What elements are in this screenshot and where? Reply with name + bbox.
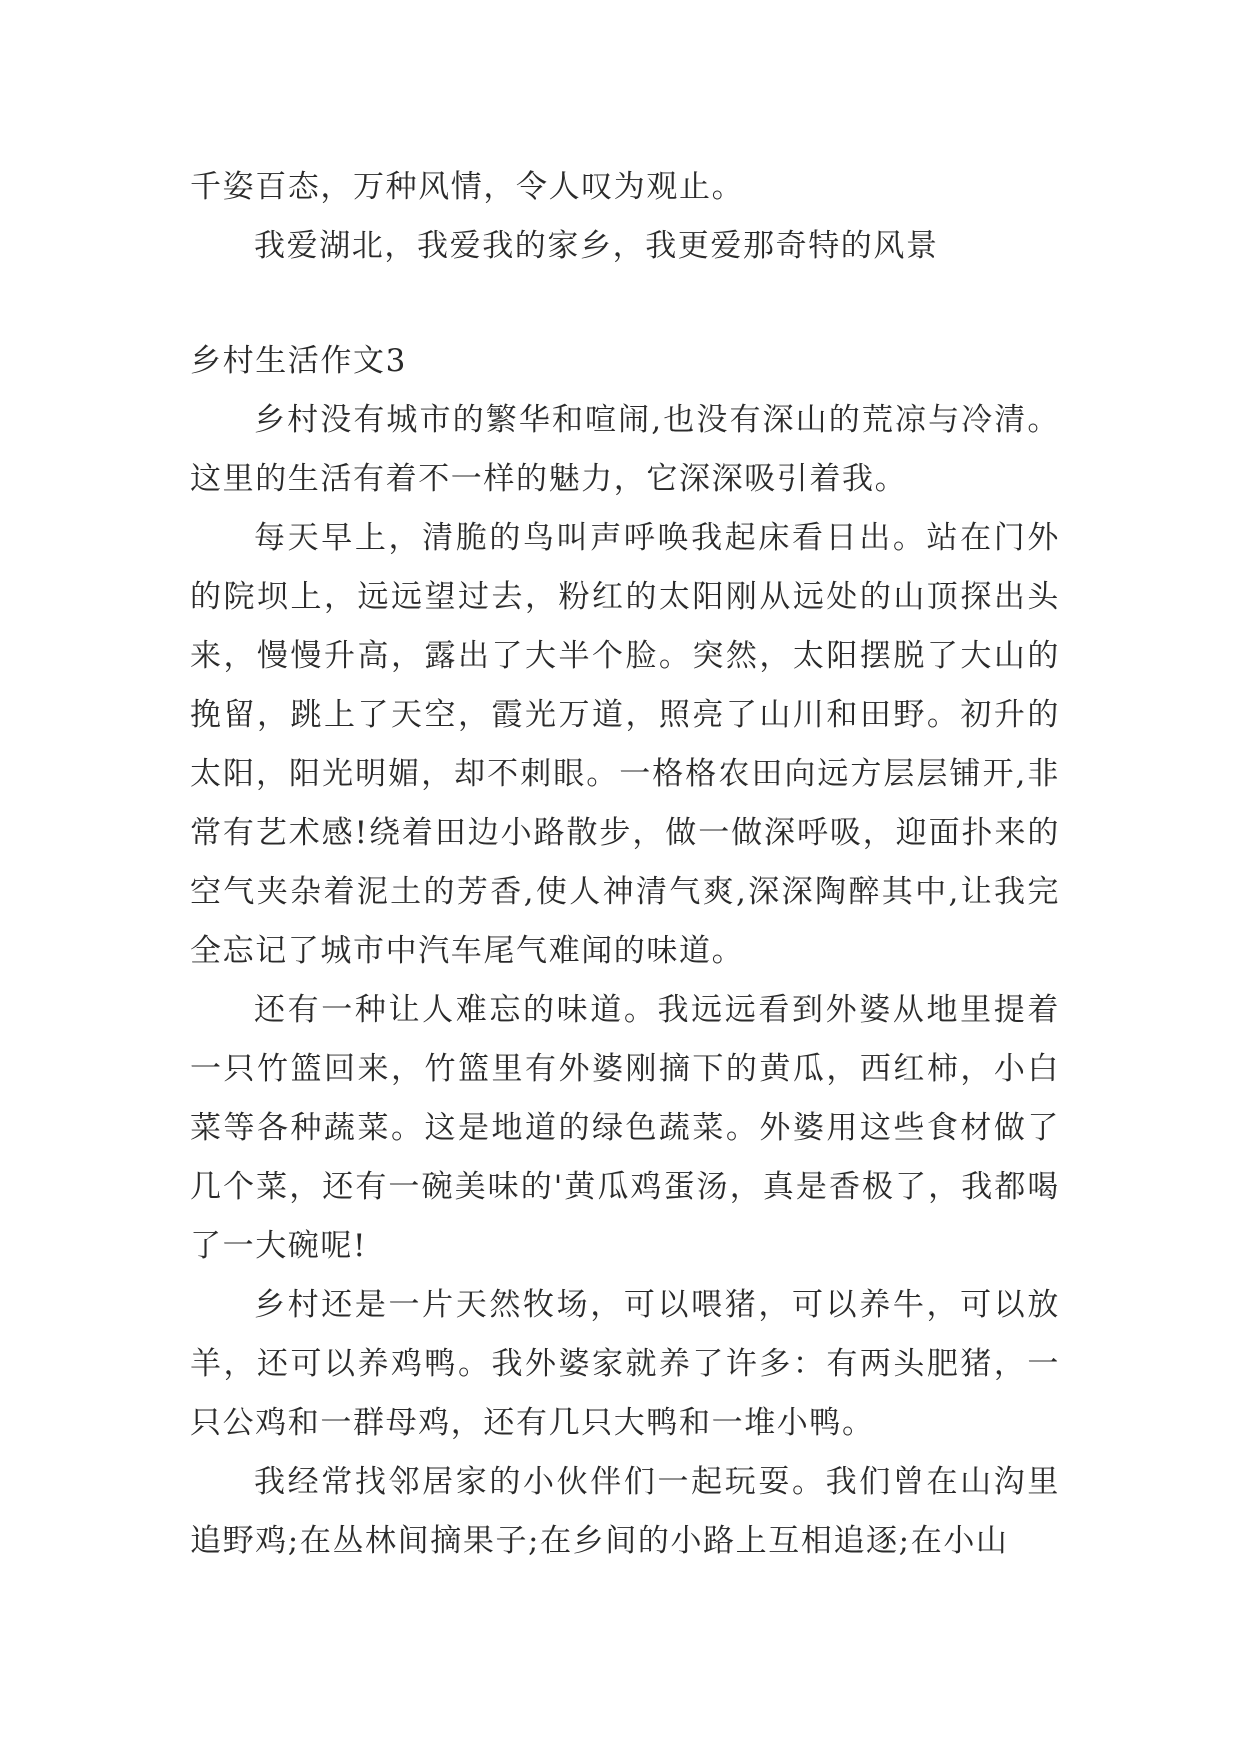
document-body (190, 158, 1060, 1571)
paragraph: 还有一种让人难忘的味道。我远远看到外婆从地里提着一只竹篮回来，竹篮里有外婆刚摘下的黄瓜，西红柿，小白菜等各种蔬菜。这是地道的绿色蔬菜。外婆用这些食材做了几个菜，还有一碗美味的'黄瓜鸡蛋汤，真是香极了，我都喝了一大碗呢! (190, 992, 1060, 1264)
section-title: 乡村生活作文3 (190, 343, 407, 379)
paragraph-continuation: 千姿百态，万种风情，令人叹为观止。 (190, 169, 745, 205)
section-gap (190, 276, 1060, 332)
paragraph: 我经常找邻居家的小伙伴们一起玩耍。我们曾在山沟里追野鸡;在丛林间摘果子;在乡间的小路上互相追逐;在小山 (190, 1464, 1060, 1559)
paragraph: 乡村还是一片天然牧场，可以喂猪，可以养牛，可以放羊，还可以养鸡鸭。我外婆家就养了许多：有两头肥猪，一只公鸡和一群母鸡，还有几只大鸭和一堆小鸭。 (190, 1287, 1060, 1441)
paragraph: 每天早上，清脆的鸟叫声呼唤我起床看日出。站在门外的院坝上，远远望过去，粉红的太阳刚从远处的山顶探出头来，慢慢升高，露出了大半个脸。突然，太阳摆脱了大山的挽留，跳上了天空，霞光万道，照亮了山川和田野。初升的太阳，阳光明媚，却不刺眼。一格格农田向远方层层铺开,非常有艺术感!绕着田边小路散步，做一做深呼吸，迎面扑来的空气夹杂着泥土的芳香,使人神清气爽,深深陶醉其中,让我完全忘记了城市中汽车尾气难闻的味道。 (190, 520, 1060, 969)
paragraph: 乡村没有城市的繁华和喧闹,也没有深山的荒凉与冷清。这里的生活有着不一样的魅力，它深深吸引着我。 (190, 402, 1060, 497)
paragraph-closing: 我爱湖北，我爱我的家乡，我更爱那奇特的风景 (254, 228, 939, 264)
